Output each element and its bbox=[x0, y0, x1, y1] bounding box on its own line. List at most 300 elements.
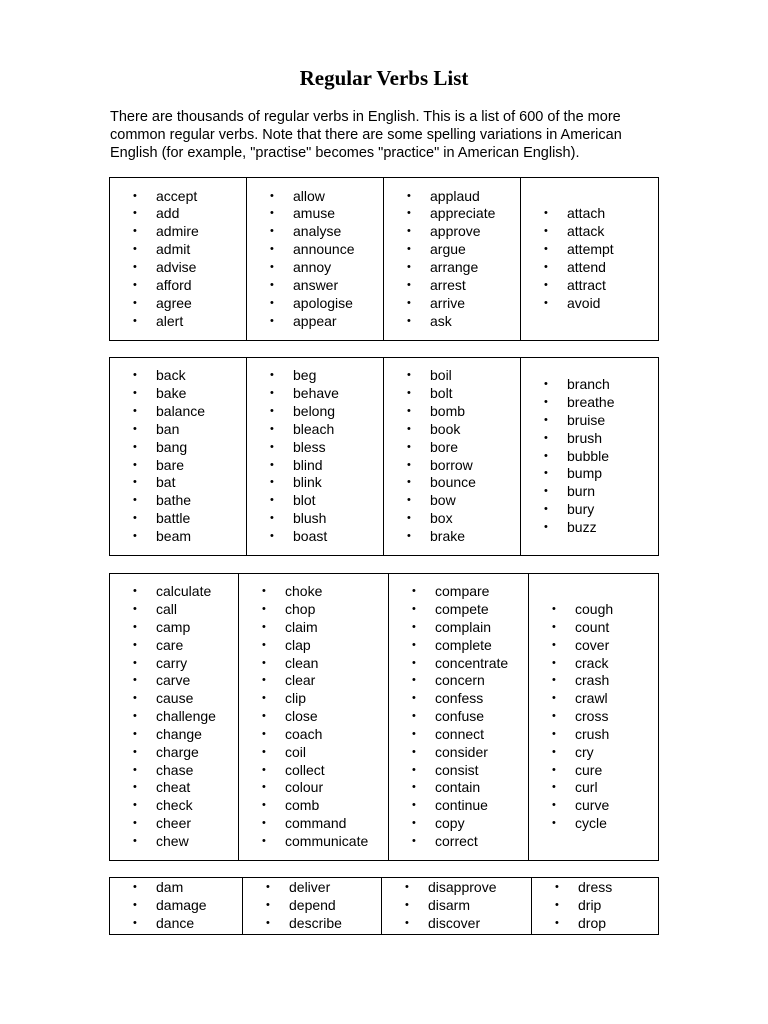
bullet-icon: • bbox=[407, 243, 411, 256]
verb-text: discover bbox=[428, 914, 481, 931]
verb-text: calculate bbox=[156, 583, 212, 600]
verb-text: chop bbox=[285, 601, 316, 618]
verb-list-item bbox=[389, 708, 528, 726]
verb-text: cycle bbox=[575, 815, 607, 832]
verb-column bbox=[529, 574, 659, 861]
verb-text: back bbox=[156, 367, 186, 384]
verb-text: confuse bbox=[435, 708, 485, 725]
verb-text: admit bbox=[156, 241, 191, 258]
verb-text: approve bbox=[430, 223, 481, 240]
verb-list bbox=[384, 367, 520, 545]
bullet-icon: • bbox=[133, 638, 137, 651]
verb-list-item bbox=[110, 744, 238, 762]
bullet-icon: • bbox=[262, 817, 266, 830]
verb-list-item bbox=[384, 313, 520, 331]
verb-text: afford bbox=[156, 276, 192, 293]
intro-paragraph: There are thousands of regular verbs in English. This is a list of 600 of the more common regular verbs. Note that there are some spelling variations in American English (for example, "practise" becomes "practice" in American English). bbox=[110, 109, 622, 161]
bullet-icon: • bbox=[133, 817, 137, 830]
bullet-icon: • bbox=[552, 763, 556, 776]
verb-text: belong bbox=[293, 402, 336, 419]
bullet-icon: • bbox=[133, 710, 137, 723]
verb-text: cause bbox=[156, 690, 194, 707]
verb-text: blot bbox=[293, 492, 316, 509]
verb-list bbox=[110, 879, 242, 933]
bullet-icon: • bbox=[407, 512, 411, 525]
bullet-icon: • bbox=[262, 620, 266, 633]
verb-list-item bbox=[239, 708, 388, 726]
verb-list-item bbox=[529, 690, 658, 708]
bullet-icon: • bbox=[133, 674, 137, 687]
verb-list-item bbox=[521, 465, 658, 483]
verb-text: announce bbox=[293, 241, 355, 258]
verb-text: contain bbox=[435, 779, 481, 796]
bullet-icon: • bbox=[405, 916, 409, 929]
verb-list-item bbox=[389, 726, 528, 744]
bullet-icon: • bbox=[407, 189, 411, 202]
bullet-icon: • bbox=[555, 881, 559, 894]
verb-list-item bbox=[529, 744, 658, 762]
verb-text: blink bbox=[293, 474, 322, 491]
verb-list-item bbox=[243, 915, 381, 933]
verb-list-item bbox=[521, 430, 658, 448]
bullet-icon: • bbox=[407, 529, 411, 542]
bullet-icon: • bbox=[133, 656, 137, 669]
verb-text: analyse bbox=[293, 223, 342, 240]
verb-list-item bbox=[247, 528, 383, 546]
bullet-icon: • bbox=[412, 638, 416, 651]
verb-list-item bbox=[239, 833, 388, 851]
verb-list-item bbox=[247, 385, 383, 403]
bullet-icon: • bbox=[262, 674, 266, 687]
bullet-icon: • bbox=[133, 278, 137, 291]
verb-text: bury bbox=[567, 501, 595, 518]
verb-text: bomb bbox=[430, 402, 466, 419]
bullet-icon: • bbox=[412, 585, 416, 598]
verb-text: annoy bbox=[293, 259, 332, 275]
bullet-icon: • bbox=[270, 369, 274, 382]
verb-list-item bbox=[110, 188, 246, 206]
verb-list-item bbox=[110, 672, 238, 690]
bullet-icon: • bbox=[412, 674, 416, 687]
verb-list-item bbox=[247, 421, 383, 439]
bullet-icon: • bbox=[262, 603, 266, 616]
verb-text: bump bbox=[567, 465, 603, 482]
verb-text: cough bbox=[575, 601, 614, 618]
verb-column bbox=[389, 574, 529, 861]
verb-list bbox=[247, 188, 383, 331]
verb-list-item bbox=[384, 223, 520, 241]
verb-list-item bbox=[382, 879, 531, 897]
verb-text: box bbox=[430, 510, 453, 527]
bullet-icon: • bbox=[262, 799, 266, 812]
verb-list-item bbox=[239, 744, 388, 762]
verb-text: bless bbox=[293, 438, 326, 455]
bullet-icon: • bbox=[133, 512, 137, 525]
verb-text: battle bbox=[156, 510, 191, 527]
verb-text: disapprove bbox=[428, 879, 497, 896]
bullet-icon: • bbox=[407, 296, 411, 309]
verb-text: ask bbox=[430, 312, 452, 329]
verb-list-item bbox=[247, 295, 383, 313]
verb-list-item bbox=[110, 528, 246, 546]
verb-text: admire bbox=[156, 223, 199, 240]
bullet-icon: • bbox=[133, 261, 137, 273]
verb-list-item bbox=[247, 259, 383, 277]
verb-text: complain bbox=[435, 618, 492, 635]
bullet-icon: • bbox=[266, 916, 270, 929]
verb-list-item bbox=[110, 797, 238, 815]
verb-list-item bbox=[110, 367, 246, 385]
verb-text: close bbox=[285, 708, 318, 725]
bullet-icon: • bbox=[133, 603, 137, 616]
verb-list-item bbox=[110, 295, 246, 313]
bullet-icon: • bbox=[270, 296, 274, 309]
verb-text: cheer bbox=[156, 815, 192, 832]
bullet-icon: • bbox=[544, 296, 548, 309]
verb-list-item bbox=[239, 797, 388, 815]
verb-list bbox=[382, 879, 531, 933]
verb-text: branch bbox=[567, 376, 610, 393]
verb-text: add bbox=[156, 205, 180, 222]
bullet-icon: • bbox=[552, 674, 556, 687]
verb-text: borrow bbox=[430, 456, 473, 473]
bullet-icon: • bbox=[133, 296, 137, 309]
verb-text: chase bbox=[156, 761, 194, 778]
bullet-icon: • bbox=[552, 799, 556, 812]
verb-text: amuse bbox=[293, 205, 336, 222]
verb-list bbox=[532, 879, 658, 933]
verb-text: brush bbox=[567, 429, 603, 446]
verb-list-item bbox=[239, 637, 388, 655]
verb-text: dress bbox=[578, 879, 613, 896]
verb-text: compete bbox=[435, 601, 489, 618]
verb-text: apologise bbox=[293, 294, 353, 311]
bullet-icon: • bbox=[133, 314, 137, 327]
verb-text: accept bbox=[156, 187, 198, 204]
bullet-icon: • bbox=[133, 727, 137, 740]
bullet-icon: • bbox=[262, 638, 266, 651]
verb-list-item bbox=[247, 223, 383, 241]
verb-text: bow bbox=[430, 492, 456, 509]
verb-text: damage bbox=[156, 897, 207, 914]
verb-text: drip bbox=[578, 897, 602, 914]
bullet-icon: • bbox=[270, 387, 274, 400]
verb-list-item bbox=[110, 421, 246, 439]
verb-column bbox=[239, 574, 389, 861]
bullet-icon: • bbox=[270, 314, 274, 327]
verb-list-item bbox=[389, 655, 528, 673]
verb-text: communicate bbox=[285, 832, 369, 849]
verb-column bbox=[110, 878, 243, 935]
bullet-icon: • bbox=[262, 692, 266, 705]
verb-list-item bbox=[529, 619, 658, 637]
verb-list-item bbox=[521, 394, 658, 412]
verb-text: bang bbox=[156, 438, 188, 455]
bullet-icon: • bbox=[552, 710, 556, 723]
bullet-icon: • bbox=[133, 781, 137, 794]
verb-list-item bbox=[389, 690, 528, 708]
verb-list-item bbox=[110, 779, 238, 797]
verb-list bbox=[243, 879, 381, 933]
verb-list-item bbox=[384, 188, 520, 206]
verb-list-item bbox=[384, 241, 520, 259]
bullet-icon: • bbox=[407, 207, 411, 220]
bullet-icon: • bbox=[133, 899, 137, 912]
verb-text: clap bbox=[285, 636, 311, 653]
verb-text: balance bbox=[156, 402, 206, 419]
verb-text: describe bbox=[289, 914, 342, 931]
verb-text: coil bbox=[285, 743, 307, 760]
verb-list-item bbox=[529, 655, 658, 673]
bullet-icon: • bbox=[412, 692, 416, 705]
verb-list-item bbox=[247, 510, 383, 528]
bullet-icon: • bbox=[412, 620, 416, 633]
bullet-icon: • bbox=[555, 899, 559, 912]
verb-list-item bbox=[529, 779, 658, 797]
verb-text: bat bbox=[156, 474, 176, 491]
verb-list-item bbox=[110, 492, 246, 510]
bullet-icon: • bbox=[133, 620, 137, 633]
verb-text: attempt bbox=[567, 241, 614, 258]
bullet-icon: • bbox=[133, 881, 137, 894]
bullet-icon: • bbox=[270, 458, 274, 471]
verb-list-item bbox=[389, 601, 528, 619]
verb-text: bare bbox=[156, 456, 185, 473]
bullet-icon: • bbox=[266, 899, 270, 912]
verb-list bbox=[110, 188, 246, 331]
verb-text: ban bbox=[156, 420, 180, 437]
bullet-icon: • bbox=[262, 745, 266, 758]
bullet-icon: • bbox=[270, 243, 274, 256]
verb-column bbox=[521, 178, 659, 341]
verb-list-item bbox=[110, 897, 242, 915]
bullet-icon: • bbox=[407, 440, 411, 453]
verb-column bbox=[532, 878, 659, 935]
verb-list-item bbox=[247, 313, 383, 331]
verb-list-item bbox=[110, 708, 238, 726]
bullet-icon: • bbox=[552, 781, 556, 794]
bullet-icon: • bbox=[407, 261, 411, 273]
verb-list-item bbox=[110, 385, 246, 403]
bullet-icon: • bbox=[133, 585, 137, 598]
bullet-icon: • bbox=[270, 225, 274, 238]
verb-column bbox=[384, 178, 521, 341]
verb-text: blind bbox=[293, 456, 323, 473]
verb-list-item bbox=[384, 421, 520, 439]
verb-list-item bbox=[382, 897, 531, 915]
verb-list-item bbox=[247, 188, 383, 206]
bullet-icon: • bbox=[133, 458, 137, 471]
bullet-icon: • bbox=[544, 396, 548, 409]
verb-list-item bbox=[247, 277, 383, 295]
verb-column bbox=[382, 878, 532, 935]
verb-text: change bbox=[156, 725, 202, 742]
verb-column bbox=[110, 574, 239, 861]
verb-list bbox=[247, 367, 383, 545]
verb-text: chew bbox=[156, 832, 189, 849]
verb-list-item bbox=[110, 223, 246, 241]
verb-list-item bbox=[389, 744, 528, 762]
verb-list-item bbox=[239, 690, 388, 708]
verb-text: disarm bbox=[428, 897, 471, 914]
bullet-icon: • bbox=[544, 413, 548, 426]
bullet-icon: • bbox=[270, 440, 274, 453]
verb-list-item bbox=[529, 672, 658, 690]
verb-list-item bbox=[247, 457, 383, 475]
verb-list-item bbox=[529, 762, 658, 780]
verb-list-item bbox=[110, 439, 246, 457]
verb-list-item bbox=[247, 241, 383, 259]
verb-text: confess bbox=[435, 690, 484, 707]
bullet-icon: • bbox=[555, 916, 559, 929]
bullet-icon: • bbox=[544, 449, 548, 462]
bullet-icon: • bbox=[405, 899, 409, 912]
verb-text: boil bbox=[430, 367, 452, 384]
bullet-icon: • bbox=[544, 207, 548, 220]
bullet-icon: • bbox=[133, 243, 137, 256]
verb-text: clean bbox=[285, 654, 319, 671]
bullet-icon: • bbox=[544, 378, 548, 391]
verb-list-item bbox=[384, 385, 520, 403]
bullet-icon: • bbox=[270, 422, 274, 435]
verb-text: applaud bbox=[430, 187, 480, 204]
verb-list-item bbox=[110, 510, 246, 528]
verb-table-row bbox=[110, 358, 659, 556]
verb-text: crash bbox=[575, 672, 610, 689]
bullet-icon: • bbox=[133, 404, 137, 417]
verb-text: buzz bbox=[567, 518, 597, 535]
verb-text: advise bbox=[156, 259, 197, 275]
verb-text: camp bbox=[156, 618, 191, 635]
verb-list bbox=[389, 583, 528, 851]
verb-list-item bbox=[110, 601, 238, 619]
verb-text: curl bbox=[575, 779, 598, 796]
bullet-icon: • bbox=[412, 781, 416, 794]
bullet-icon: • bbox=[412, 799, 416, 812]
verb-list-item bbox=[110, 259, 246, 277]
bullet-icon: • bbox=[412, 656, 416, 669]
verb-list-item bbox=[384, 403, 520, 421]
verb-text: complete bbox=[435, 636, 492, 653]
bullet-icon: • bbox=[552, 638, 556, 651]
verb-text: connect bbox=[435, 725, 485, 742]
verb-text: continue bbox=[435, 797, 488, 814]
verb-list-item bbox=[384, 439, 520, 457]
verb-table-row bbox=[110, 178, 659, 341]
verb-list-item bbox=[532, 879, 658, 897]
verb-list-item bbox=[521, 376, 658, 394]
verb-list-item bbox=[384, 205, 520, 223]
bullet-icon: • bbox=[133, 799, 137, 812]
verb-list-item bbox=[389, 637, 528, 655]
verb-table-c bbox=[109, 573, 659, 861]
verb-text: care bbox=[156, 636, 184, 653]
verb-table-row bbox=[110, 574, 659, 861]
verb-column bbox=[521, 358, 659, 556]
verb-text: attach bbox=[567, 205, 606, 222]
verb-list-item bbox=[389, 815, 528, 833]
bullet-icon: • bbox=[262, 834, 266, 847]
verb-text: cover bbox=[575, 636, 610, 653]
verb-table-a bbox=[109, 177, 659, 341]
verb-list-item bbox=[239, 762, 388, 780]
bullet-icon: • bbox=[412, 710, 416, 723]
verb-list-item bbox=[239, 655, 388, 673]
verb-list-item bbox=[247, 367, 383, 385]
verb-text: avoid bbox=[567, 294, 601, 311]
bullet-icon: • bbox=[262, 727, 266, 740]
verb-text: breathe bbox=[567, 394, 615, 411]
verb-list-item bbox=[521, 223, 658, 241]
verb-list bbox=[239, 583, 388, 851]
bullet-icon: • bbox=[133, 387, 137, 400]
verb-list-item bbox=[239, 601, 388, 619]
verb-list-item bbox=[382, 915, 531, 933]
bullet-icon: • bbox=[270, 404, 274, 417]
bullet-icon: • bbox=[133, 225, 137, 238]
verb-list-item bbox=[389, 797, 528, 815]
bullet-icon: • bbox=[270, 207, 274, 220]
verb-text: collect bbox=[285, 761, 325, 778]
verb-list-item bbox=[529, 797, 658, 815]
verb-list-item bbox=[110, 637, 238, 655]
verb-text: clip bbox=[285, 690, 307, 707]
verb-text: coach bbox=[285, 725, 323, 742]
bullet-icon: • bbox=[133, 692, 137, 705]
verb-text: concentrate bbox=[435, 654, 509, 671]
verb-column bbox=[110, 358, 247, 556]
bullet-icon: • bbox=[407, 278, 411, 291]
bullet-icon: • bbox=[412, 745, 416, 758]
verb-list-item bbox=[389, 779, 528, 797]
bullet-icon: • bbox=[552, 817, 556, 830]
verb-column bbox=[110, 178, 247, 341]
verb-text: arrest bbox=[430, 276, 466, 293]
bullet-icon: • bbox=[544, 431, 548, 444]
verb-list-item bbox=[110, 915, 242, 933]
verb-text: depend bbox=[289, 897, 336, 914]
verb-list-item bbox=[384, 510, 520, 528]
bullet-icon: • bbox=[262, 585, 266, 598]
bullet-icon: • bbox=[412, 727, 416, 740]
verb-list-item bbox=[389, 583, 528, 601]
bullet-icon: • bbox=[552, 727, 556, 740]
bullet-icon: • bbox=[270, 476, 274, 489]
verb-text: consist bbox=[435, 761, 479, 778]
bullet-icon: • bbox=[412, 603, 416, 616]
verb-list bbox=[110, 583, 238, 851]
bullet-icon: • bbox=[270, 529, 274, 542]
verb-list-item bbox=[389, 672, 528, 690]
verb-list bbox=[384, 188, 520, 331]
verb-list-item bbox=[239, 672, 388, 690]
verb-text: cure bbox=[575, 761, 603, 778]
verb-text: appreciate bbox=[430, 205, 496, 222]
verb-list-item bbox=[521, 259, 658, 277]
verb-list-item bbox=[243, 879, 381, 897]
bullet-icon: • bbox=[412, 817, 416, 830]
verb-list-item bbox=[239, 583, 388, 601]
verb-list-item bbox=[247, 439, 383, 457]
bullet-icon: • bbox=[544, 520, 548, 533]
verb-text: attract bbox=[567, 276, 606, 293]
bullet-icon: • bbox=[266, 881, 270, 894]
verb-list-item bbox=[384, 295, 520, 313]
verb-text: dam bbox=[156, 879, 184, 896]
bullet-icon: • bbox=[552, 745, 556, 758]
verb-column bbox=[243, 878, 382, 935]
bullet-icon: • bbox=[407, 404, 411, 417]
